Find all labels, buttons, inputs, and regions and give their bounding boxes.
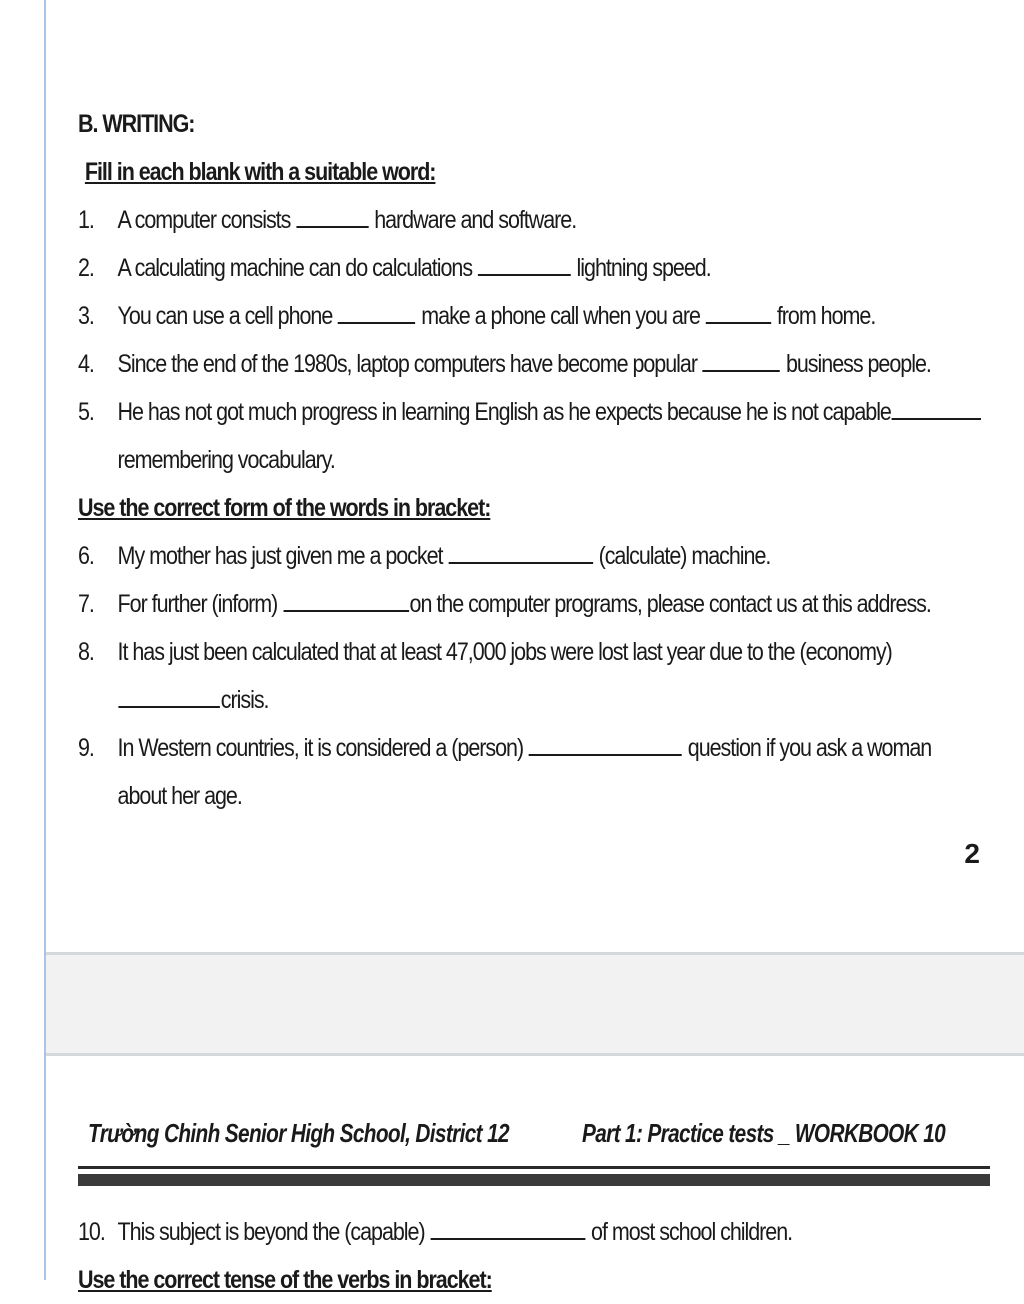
part1-heading: Fill in each blank with a suitable word: xyxy=(84,158,436,186)
exercise-item-10 xyxy=(78,1208,988,1256)
exercise-item-6 xyxy=(78,532,988,580)
item-text-after: business people. xyxy=(785,350,931,378)
exercise-item-3 xyxy=(78,292,988,340)
exercise-item-9 xyxy=(78,724,988,772)
item-text-after: crisis. xyxy=(220,686,269,714)
item-text xyxy=(118,340,988,388)
item-text-before: Since the end of the 1980s, laptop computers have become popular xyxy=(117,350,697,378)
item-text xyxy=(118,292,988,340)
item-text xyxy=(118,580,988,628)
next-page-header xyxy=(88,1118,988,1162)
item-text-after: question if you ask a woman xyxy=(687,734,932,762)
exercise-item-7 xyxy=(78,580,988,628)
item-number: 8. xyxy=(78,638,94,666)
exercise-item-8 xyxy=(78,628,988,676)
item-text-before: My mother has just given me a pocket xyxy=(117,542,443,570)
section-title: B. WRITING: xyxy=(78,110,195,138)
item-text xyxy=(118,244,988,292)
item-number: 1. xyxy=(78,206,94,234)
answer-blank[interactable] xyxy=(430,1208,585,1240)
item-number: 5. xyxy=(78,398,94,426)
exercise-item-5 xyxy=(78,388,988,436)
item-text-before: A calculating machine can do calculations xyxy=(117,254,473,282)
part2-heading: Use the correct form of the words in bracket: xyxy=(78,494,491,522)
item-number: 7. xyxy=(78,590,94,618)
item-text-after: hardware and software. xyxy=(374,206,577,234)
item-text-before: He has not got much progress in learning English as he expects because he is not capable xyxy=(117,398,891,426)
answer-blank[interactable] xyxy=(118,676,219,708)
answer-blank[interactable] xyxy=(703,340,780,372)
item-text-before: In Western countries, it is considered a (person) xyxy=(117,734,524,762)
header-school-name: Trường Chinh Senior High School, District 12 xyxy=(88,1118,509,1148)
answer-blank[interactable] xyxy=(283,580,409,612)
answer-blank[interactable] xyxy=(478,244,571,276)
answer-blank[interactable] xyxy=(338,292,415,324)
item-continuation xyxy=(78,676,988,724)
item-number: 10. xyxy=(78,1218,105,1246)
item-text xyxy=(118,1208,988,1256)
page-break-gap xyxy=(46,952,1024,1056)
item-text: It has just been calculated that at least 47,000 jobs were lost last year due to the (economy) xyxy=(117,638,892,666)
item-text-before: You can use a cell phone xyxy=(117,302,333,330)
item-continuation: about her age. xyxy=(117,782,242,810)
next-page-body xyxy=(78,1208,988,1304)
item-text xyxy=(118,532,988,580)
item-text-before: This subject is beyond the (capable) xyxy=(117,1218,425,1246)
item-text xyxy=(118,388,988,436)
item-text-after: from home. xyxy=(776,302,876,330)
item-text-before: For further (inform) xyxy=(117,590,278,618)
item-text xyxy=(118,724,988,772)
item-number: 2. xyxy=(78,254,94,282)
item-text-after: lightning speed. xyxy=(576,254,711,282)
item-number: 4. xyxy=(78,350,94,378)
item-text-middle: make a phone call when you are xyxy=(421,302,700,330)
answer-blank[interactable] xyxy=(892,388,981,420)
item-text-after: (calculate) machine. xyxy=(598,542,771,570)
document-page xyxy=(46,0,1024,1294)
item-text-after: of most school children. xyxy=(591,1218,793,1246)
item-number: 9. xyxy=(78,734,94,762)
item-number: 6. xyxy=(78,542,94,570)
item-text xyxy=(118,196,988,244)
answer-blank[interactable] xyxy=(296,196,368,228)
item-text-after: on the computer programs, please contact us at this address. xyxy=(409,590,931,618)
header-rule-thin xyxy=(78,1166,990,1169)
page-number: 2 xyxy=(964,838,980,869)
header-rule-thick xyxy=(78,1174,990,1186)
item-number: 3. xyxy=(78,302,94,330)
exercise-item-4 xyxy=(78,340,988,388)
exercise-item-2 xyxy=(78,244,988,292)
answer-blank[interactable] xyxy=(706,292,771,324)
page-body xyxy=(78,100,988,820)
item-text-before: A computer consists xyxy=(117,206,291,234)
answer-blank[interactable] xyxy=(448,532,592,564)
answer-blank[interactable] xyxy=(529,724,682,756)
part3-heading-cut-off: Use the correct tense of the verbs in bracket: xyxy=(78,1266,492,1294)
item-continuation: remembering vocabulary. xyxy=(117,446,335,474)
header-workbook-title: Part 1: Practice tests _ WORKBOOK 10 xyxy=(582,1118,946,1148)
exercise-item-1 xyxy=(78,196,988,244)
